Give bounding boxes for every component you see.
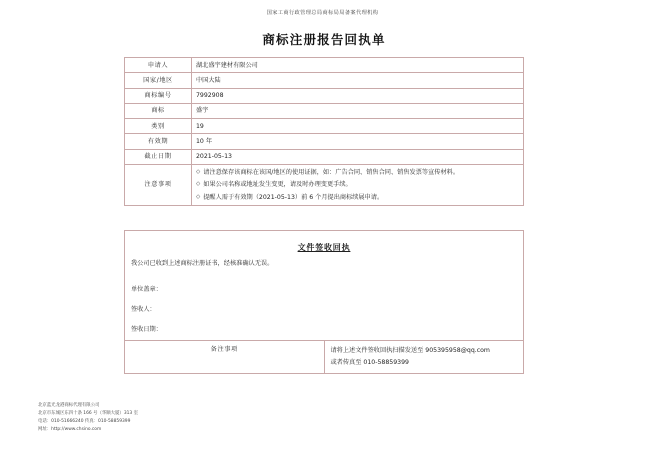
table-row: [125, 88, 524, 103]
footer-company: 北京蓝光龙港商标代理有限公司: [38, 403, 100, 408]
list-item: [196, 193, 519, 203]
remark-line-email: 请将上述文件签收回执扫描发送至 905395958@qq.com: [330, 347, 490, 355]
row-value-validity: 10 年: [192, 134, 524, 149]
table-row: [125, 119, 524, 134]
table-row: [125, 149, 524, 164]
page-title: 商标注册报告回执单: [262, 32, 386, 47]
list-item: [196, 180, 519, 190]
footer: [38, 402, 138, 435]
table-row-notes: [125, 165, 524, 206]
footer-contact: 电话：010-51666240 传真：010-58859399: [38, 419, 131, 425]
row-value-notes: [192, 165, 524, 206]
remark-line-fax: 或者传真至 010-58859399: [330, 359, 409, 367]
note-text: 请注意保存该商标在该国/地区的使用证据，如：广告合同、销售合同、销售发票等宣传材料。: [203, 168, 460, 176]
receipt-field-stamp: 单位盖章：: [131, 286, 162, 294]
table-row: [125, 58, 524, 73]
row-value-trademark-no: 7992908: [192, 88, 524, 103]
receipt-table: [124, 230, 524, 374]
receipt-block: [124, 230, 524, 374]
row-label-trademark-no: 商标编号: [125, 88, 192, 103]
table-row: [125, 231, 524, 341]
row-label-class: 类别: [125, 119, 192, 134]
table-row: [125, 73, 524, 88]
table-row: [125, 134, 524, 149]
row-label-deadline: 截止日期: [125, 149, 192, 164]
table-row: [125, 103, 524, 118]
note-text: 提醒人需于有效期（2021-05-13）前 6 个月提出商标续展申请。: [203, 193, 384, 201]
row-value-deadline: 2021-05-13: [192, 149, 524, 164]
row-value-applicant: 湖北盛宇建材有限公司: [192, 58, 524, 73]
certificate-block: [124, 22, 524, 206]
row-value-class: 19: [192, 119, 524, 134]
agency-banner: 国家工商行政管理总局商标局局备案代理机构: [266, 10, 379, 16]
row-value-country: 中国大陆: [192, 73, 524, 88]
receipt-body-cell: [125, 231, 524, 341]
row-value-trademark: 盛宇: [192, 103, 524, 118]
row-label-notes: 注意事项: [125, 165, 192, 206]
list-item: [196, 168, 519, 178]
applicant-info-table: [124, 57, 524, 206]
row-label-validity: 有效期: [125, 134, 192, 149]
footer-address: 北京市东城区东四十条 166 号（华顺大厦）313 室: [38, 411, 138, 417]
footer-website: 网址：http://www.chsino.com: [38, 427, 102, 433]
diamond-bullet-icon: ◇: [196, 181, 201, 188]
note-text: 如果公司名称或地址发生变更，请及时办理变更手续。: [203, 181, 352, 189]
remark-body: [324, 341, 524, 374]
receipt-field-date: 签收日期：: [131, 326, 162, 334]
receipt-statement: 我公司已收到上述商标注册证书，经核准确认无误。: [131, 260, 274, 268]
diamond-bullet-icon: ◇: [196, 168, 201, 175]
row-label-trademark: 商标: [125, 103, 192, 118]
receipt-field-signer: 签收人：: [131, 306, 156, 314]
table-row-remark: [125, 341, 524, 374]
receipt-title: 文件签收回执: [297, 242, 351, 252]
diamond-bullet-icon: ◇: [196, 193, 201, 200]
row-label-country: 国家/地区: [125, 73, 192, 88]
remark-label: 备注事项: [125, 341, 325, 374]
row-label-applicant: 申请人: [125, 58, 192, 73]
